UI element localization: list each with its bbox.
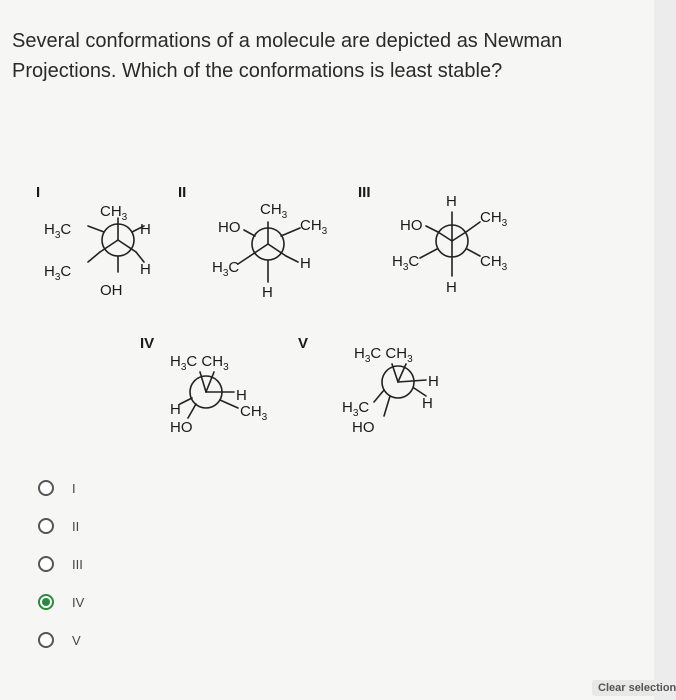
- sub-IV-left-1: H: [170, 401, 181, 418]
- option-II[interactable]: [38, 512, 158, 540]
- radio-button[interactable]: [38, 480, 54, 496]
- question-line-2: Projections. Which of the conformations is least stable?: [12, 60, 503, 82]
- option-label: I: [72, 480, 76, 496]
- sub-III-top: H: [446, 193, 457, 210]
- radio-button[interactable]: [38, 632, 54, 648]
- sub-V-left-1: $H_3C$: [342, 399, 370, 419]
- sub-III-lower-left: $H_3C$: [392, 253, 420, 273]
- radio-dot-icon: [42, 598, 50, 606]
- option-label: III: [72, 556, 83, 572]
- question-line-1: Several conformations of a molecule are depicted as Newman: [12, 30, 563, 52]
- option-I[interactable]: [38, 474, 158, 502]
- label-V: V: [298, 335, 309, 352]
- sub-II-upper-right: $CH_3$: [300, 217, 328, 237]
- sub-IV-right-1: H: [236, 387, 247, 404]
- option-V[interactable]: [38, 626, 158, 654]
- sub-III-upper-right: $CH_3$: [480, 209, 508, 229]
- radio-button-selected[interactable]: [38, 594, 54, 610]
- sub-III-lower-right: $CH_3$: [480, 253, 508, 273]
- newman-projection-II: [238, 222, 300, 282]
- sub-V-right-2: H: [422, 395, 433, 412]
- sub-I-lower-left: $H_3C$: [44, 263, 72, 283]
- sub-V-left-2: HO: [352, 419, 375, 436]
- option-label: V: [72, 632, 81, 648]
- sub-IV-top: $H_3C$ $CH_3$: [170, 353, 229, 373]
- newman-projection-I: [88, 218, 144, 272]
- sub-II-top: $CH_3$: [260, 201, 288, 221]
- sub-IV-right-2: $CH_3$: [240, 403, 268, 423]
- newman-projection-III: [420, 212, 480, 276]
- option-label: IV: [72, 594, 85, 610]
- newman-projection-V: [374, 364, 426, 416]
- label-I: I: [36, 184, 41, 201]
- option-III[interactable]: [38, 550, 158, 578]
- label-IV: IV: [140, 335, 155, 352]
- sub-V-top: $H_3C$ $CH_3$: [354, 345, 413, 365]
- option-IV[interactable]: [38, 588, 158, 616]
- newman-projection-IV: [180, 372, 238, 418]
- sub-II-bottom: H: [262, 284, 273, 301]
- label-II: II: [178, 184, 187, 201]
- sub-I-upper-left: $H_3C$: [44, 221, 72, 241]
- radio-button[interactable]: [38, 518, 54, 534]
- option-label: II: [72, 518, 80, 534]
- sub-II-lower-right: H: [300, 255, 311, 272]
- sub-I-lower-right: H: [140, 261, 151, 278]
- sub-III-upper-left: HO: [400, 217, 423, 234]
- clear-selection-button[interactable]: Clear selection: [592, 680, 654, 696]
- sub-I-bottom: OH: [100, 282, 123, 299]
- sub-I-upper-right: H: [140, 221, 151, 238]
- sub-IV-left-2: HO: [170, 419, 193, 436]
- sub-III-bottom: H: [446, 279, 457, 296]
- sub-I-top: $CH_3$: [100, 203, 128, 223]
- sub-II-lower-left: $H_3C$: [212, 259, 240, 279]
- label-III: III: [358, 184, 371, 201]
- sub-II-upper-left: HO: [218, 219, 241, 236]
- sub-V-right-1: H: [428, 373, 439, 390]
- radio-button[interactable]: [38, 556, 54, 572]
